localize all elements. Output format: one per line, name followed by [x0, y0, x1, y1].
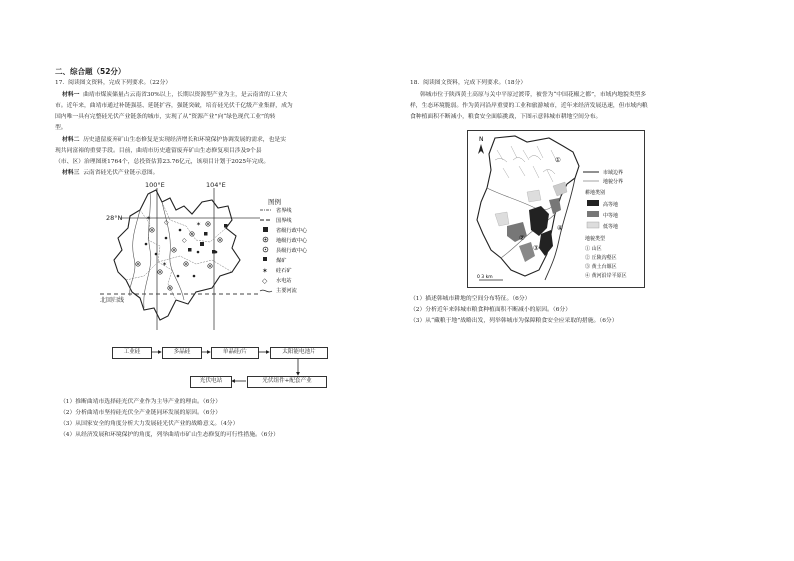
legend-landform-4: ④ 黄河沿岸平原区	[585, 273, 627, 279]
material2-text: 历史遗留废弃矿山生态修复是实现经济增长和环境保护协调发展的需求，也是实	[83, 137, 286, 143]
region-label-2: ②	[519, 234, 525, 242]
legend-landform-title: 地貌类型	[585, 236, 606, 242]
q18-passage-line2: 样，生态环境脆弱。作为黄河沿岸重要的工业和旅游城市，近年来经济发展迅速，但市域内粮	[410, 103, 648, 109]
svg-text:◇: ◇	[182, 237, 187, 244]
legend-landform-3: ③ 黄土台塬区	[585, 264, 617, 270]
flow-node-pv-station: 光伏电站	[190, 376, 232, 388]
legend-geo-boundary: 地貌分界	[603, 179, 624, 185]
flow-arrows	[110, 345, 335, 390]
legend-item-province-border: 省界线	[276, 208, 292, 214]
q18-question-2: （2）分析近年来韩城市粮食种植面积不断减小的原因。（6分）	[410, 307, 571, 313]
material3-text: 云南省硅光伏产业链示意图。	[83, 170, 159, 176]
region-label-4: ④	[557, 224, 563, 232]
material3-label: 材料三	[62, 170, 80, 176]
province-outline	[114, 190, 240, 320]
legend-item-provincial-capital: 省级行政中心	[276, 228, 308, 234]
svg-text:◇: ◇	[164, 219, 169, 226]
yunnan-map	[100, 180, 360, 335]
legend-item-hydropower: 水电站	[276, 278, 292, 284]
legend-item-coal-mine: 煤矿	[276, 258, 287, 264]
q17-question-4: （4）从经济发展和环境保护的角度，列举曲靖市矿山生态修复的可行性措施。（6分）	[60, 432, 279, 438]
legend-landform-2: ② 丘陵沟壑区	[585, 255, 617, 261]
q18-question-3: （3）从“藏粮于地”战略出发，列举韩城市为保障粮食安全应采取的措施。（6分）	[410, 318, 618, 324]
q17-material2-line3: （市、区）治理图斑1764个，总投资估算23.76亿元，该项目计划于2025年完成。	[55, 159, 270, 165]
flow-node-solar-cell: 太阳能电池片	[270, 347, 328, 359]
q17-material1-line2: 市。近年来，曲靖市通过补链强基、延链扩容，强链突破，培育硅光伏千亿级产业集群，成为	[55, 103, 293, 109]
region-label-1: ①	[555, 156, 561, 164]
material1-text: 曲靖市煤炭储量占云南省30%以上，长期以资源型产业为主，是云南省的工业大	[83, 92, 288, 98]
q17-material2-line1	[62, 135, 286, 147]
flow-node-pv-module: 光伏组件+配套产业	[247, 376, 327, 388]
q18-header: 18．阅读图文资料，完成下列要求。（18分）	[410, 80, 527, 86]
lon-label-104: 104°E	[206, 181, 226, 189]
legend-high-grade: 高等地	[603, 202, 619, 208]
q17-material1-line3: 国内唯一具有完整硅光伏产业链条的城市，实现了从“资源产业”向“绿色现代工业”的转	[55, 114, 276, 120]
q18-passage-line3: 食种植面积不断减小，粮食安全面临挑战，下图示意韩城市耕地空间分布。	[410, 114, 602, 120]
map-legend-title: 图例	[268, 198, 281, 206]
legend-city-boundary: 市域边界	[603, 170, 624, 176]
q17-question-3: （3）从国家安全的角度分析大力发展硅光伏产业的战略意义。（4分）	[60, 421, 239, 427]
legend-item-national-border: 国界线	[276, 218, 292, 224]
svg-text:✶: ✶	[262, 267, 268, 275]
q17-question-2: （2）分析曲靖市坚持硅光伏全产业链同环发展的原因。（6分）	[60, 410, 221, 416]
svg-text:✶: ✶	[146, 215, 152, 222]
north-label: N	[479, 136, 484, 143]
legend-item-silica-mine: 硅石矿	[276, 268, 292, 274]
legend-farmland-title: 耕地类别	[585, 190, 606, 196]
flow-node-polysilicon: 多晶硅	[162, 347, 202, 359]
svg-text:✶: ✶	[162, 261, 168, 268]
legend-item-prefecture-center: 地级行政中心	[276, 238, 308, 244]
hancheng-map	[467, 130, 645, 288]
legend-item-river: 主要河流	[276, 288, 297, 294]
region-label-3: ③	[533, 244, 539, 252]
lon-label-100: 100°E	[145, 181, 165, 189]
q17-question-1: （1）推断曲靖市选择硅光伏产业作为主导产业的理由。（6分）	[60, 399, 221, 405]
flow-node-industrial-silicon: 工业硅	[112, 347, 152, 359]
farmland-low-3	[527, 190, 541, 202]
legend-mid-grade: 中等地	[603, 213, 619, 219]
q18-question-1: （1）描述韩城市耕地的空间分布特征。（6分）	[410, 296, 531, 302]
map-scale: 0 3 km	[477, 275, 493, 280]
material2-label: 材料二	[62, 137, 80, 143]
q17-material2-line2: 现共同富裕的重要手段。目前，曲靖市历史遗留废弃矿山生态修复项目涉及9个县	[55, 148, 262, 154]
q17-material3-line1	[62, 168, 158, 180]
q17-material1-line1	[62, 90, 287, 102]
lat-label-28: 28°N	[106, 214, 123, 222]
q18-passage-line1: 韩城市位于陕西黄土高原与关中平原过渡带，被誉为“中国花椒之都”，市域内地貌类型多	[420, 92, 647, 98]
q17-material1-line4: 型。	[55, 125, 67, 131]
legend-item-county-center: 县级行政中心	[276, 248, 308, 254]
q17-header: 17．阅读图文资料，完成下列要求。（22分）	[55, 80, 172, 86]
tropic-label: 北回归线	[100, 297, 125, 304]
svg-text:✶: ✶	[196, 221, 202, 228]
section-title: 二、综合题（52分）	[55, 67, 126, 76]
flow-node-monocrystalline: 单晶硅/片	[211, 347, 259, 359]
svg-text:◇: ◇	[262, 277, 268, 285]
legend-landform-1: ① 山区	[585, 246, 602, 252]
material1-label: 材料一	[62, 92, 80, 98]
legend-low-grade: 低等地	[603, 224, 619, 230]
